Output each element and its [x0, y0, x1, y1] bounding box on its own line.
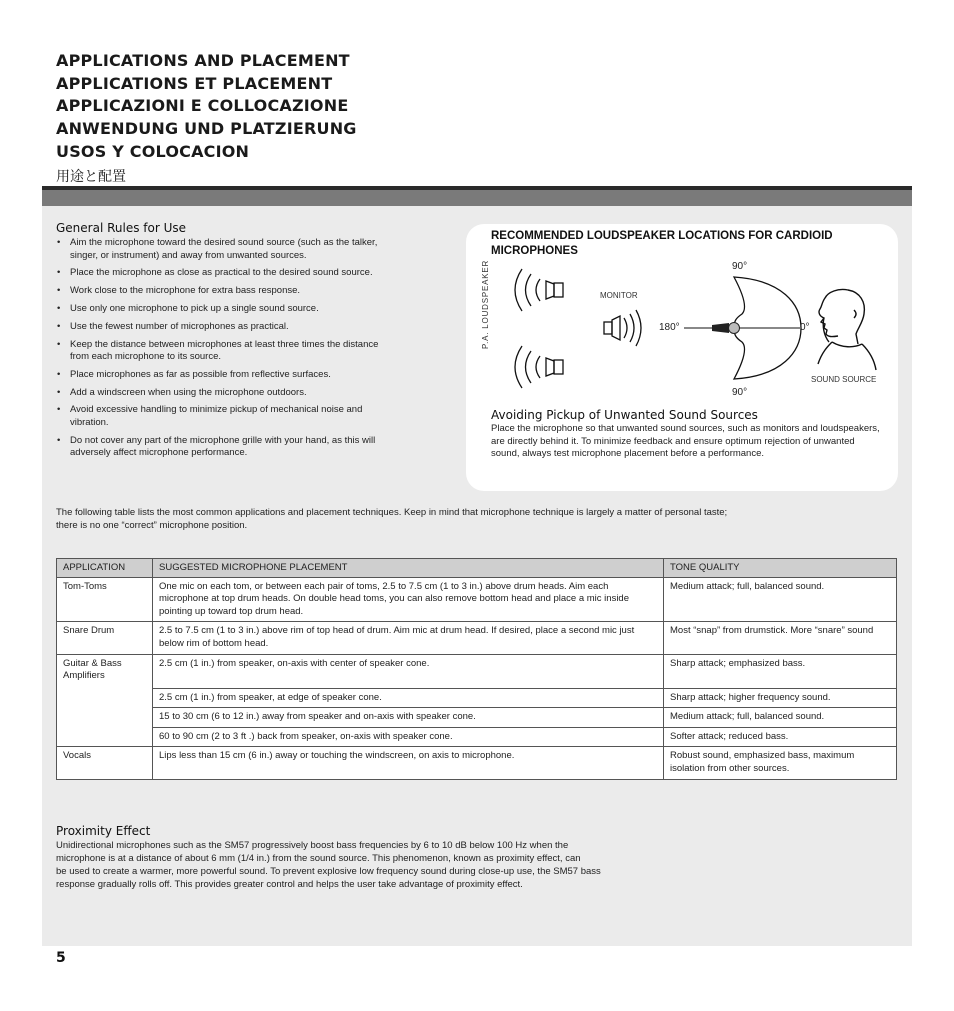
microphone-icon [712, 323, 740, 334]
pa-loudspeaker-label: P.A. LOUDSPEAKER [481, 259, 490, 349]
cell-placement: 2.5 to 7.5 cm (1 to 3 in.) above rim of top head of drum. Aim mic at drum head. If desired, place a second mic just below rim of bottom head. [153, 622, 664, 654]
cell-tone: Most “snap” from drumstick. More “snare” sound [664, 622, 897, 654]
loudspeaker-diagram-card [466, 224, 898, 491]
title-english: APPLICATIONS AND PLACEMENT [56, 51, 350, 70]
cell-placement: 60 to 90 cm (2 to 3 ft .) back from speaker, on-axis with speaker cone. [153, 727, 664, 747]
table-row [57, 654, 897, 688]
cell-placement: Lips less than 15 cm (6 in.) away or touching the windscreen, on axis to microphone. [153, 747, 664, 779]
cell-placement: 2.5 cm (1 in.) from speaker, on-axis with center of speaker cone. [153, 654, 664, 688]
general-rules-title: General Rules for Use [56, 221, 187, 235]
page-number: 5 [56, 950, 66, 966]
rule-item: • Use the fewest number of microphones as practical. [56, 321, 396, 334]
monitor-label: MONITOR [600, 291, 638, 300]
rule-item: • Use only one microphone to pick up a single sound source. [56, 303, 396, 316]
table-intro [56, 506, 846, 532]
applications-table [56, 558, 897, 780]
pa-speaker-icon [515, 346, 563, 388]
proximity-line: response gradually rolls off. This provides greater control and helps the user take advantage of proximity effect. [56, 879, 523, 890]
cell-tone: Robust sound, emphasized bass, maximum isolation from other sources. [664, 747, 897, 779]
cell-tone: Sharp attack; higher frequency sound. [664, 688, 897, 708]
title-french: APPLICATIONS ET PLACEMENT [56, 73, 333, 93]
rule-item: • Work close to the microphone for extra bass response. [56, 285, 396, 298]
cell-placement: 2.5 cm (1 in.) from speaker, at edge of speaker cone. [153, 688, 664, 708]
table-row [57, 747, 897, 779]
table-row [57, 708, 897, 728]
proximity-effect-text [56, 839, 686, 891]
column-header-application: APPLICATION [57, 559, 153, 578]
table-header-row [57, 559, 897, 578]
rule-item: • Keep the distance between microphones at least three times the distance from each microphone to its source. [56, 339, 396, 364]
page-titles [56, 50, 357, 186]
rule-item: • Avoid excessive handling to minimize pickup of mechanical noise and vibration. [56, 404, 396, 429]
angle-0: 0° [800, 322, 810, 333]
proximity-line: Unidirectional microphones such as the SM57 progressively boost bass frequencies by 6 to 10 dB below 100 Hz when the [56, 840, 569, 851]
title-japanese: 用途と配置 [56, 168, 126, 185]
column-header-placement: SUGGESTED MICROPHONE PLACEMENT [153, 559, 664, 578]
proximity-line: be used to create a warmer, more powerful sound. To prevent explosive low frequency sound during close-up use, the SM57 bass [56, 866, 601, 877]
rule-item: • Add a windscreen when using the microphone outdoors. [56, 387, 396, 400]
rule-item: • Place microphones as far as possible from reflective surfaces. [56, 369, 396, 382]
rule-item: • Aim the microphone toward the desired sound source (such as the talker, singer, or instrument) and away from unwanted sources. [56, 237, 396, 262]
cell-tone: Medium attack; full, balanced sound. [664, 708, 897, 728]
sound-source-person-icon [818, 289, 876, 370]
cell-application: Snare Drum [57, 622, 153, 654]
angle-90-top: 90° [732, 261, 748, 272]
cell-tone: Softer attack; reduced bass. [664, 727, 897, 747]
table-intro-line: The following table lists the most common applications and placement techniques. Keep in mind that microphone technique is largely a matter of personal taste; [56, 507, 728, 518]
table-intro-line: there is no one “correct” microphone position. [56, 520, 248, 531]
cell-application: Tom-Toms [57, 577, 153, 622]
angle-90-bottom: 90° [732, 387, 748, 398]
avoiding-text: Place the microphone so that unwanted sound sources, such as monitors and loudspeakers, are directly behind it. To minimize feedback and ensure optimum rejection of unwanted sound, always test microphone placement before a performance. [491, 423, 880, 460]
table-row [57, 688, 897, 708]
avoiding-title: Avoiding Pickup of Unwanted Sound Sources [491, 408, 758, 422]
column-header-tone: TONE QUALITY [664, 559, 897, 578]
monitor-icon [604, 310, 641, 346]
cell-tone: Sharp attack; emphasized bass. [664, 654, 897, 688]
proximity-line: microphone is at a distance of about 6 mm (1/4 in.) from the sound source. This phenomenon, known as proximity effect, can [56, 853, 581, 864]
cell-placement: 15 to 30 cm (6 to 12 in.) away from speaker and on-axis with speaker cone. [153, 708, 664, 728]
sound-source-label: SOUND SOURCE [811, 375, 877, 384]
cell-placement: One mic on each tom, or between each pair of toms, 2.5 to 7.5 cm (1 to 3 in.) above drum heads. Aim each microphone at top drum heads. On double head toms, you can also remove bottom head and place a mic inside pointing up toward top drum head. [153, 577, 664, 622]
cell-application: Guitar & Bass Amplifiers [57, 654, 153, 747]
proximity-effect-title: Proximity Effect [56, 824, 151, 838]
title-spanish: USOS Y COLOCACION [56, 141, 250, 161]
cell-tone: Medium attack; full, balanced sound. [664, 577, 897, 622]
rule-item: • Do not cover any part of the microphone grille with your hand, as this will adversely affect microphone performance. [56, 435, 396, 460]
diagram-title: RECOMMENDED LOUDSPEAKER LOCATIONS FOR CARDIOID MICROPHONES [491, 230, 833, 257]
rule-item: • Place the microphone as close as practical to the desired sound source. [56, 267, 396, 280]
title-italian: APPLICAZIONI E COLLOCAZIONE [56, 96, 349, 116]
general-rules-list [56, 237, 396, 465]
cell-application: Vocals [57, 747, 153, 779]
table-row [57, 727, 897, 747]
pa-speaker-icon [515, 269, 563, 311]
angle-180: 180° [659, 322, 680, 333]
title-german: ANWENDUNG UND PLATZIERUNG [56, 119, 357, 139]
table-row [57, 622, 897, 654]
table-row [57, 577, 897, 622]
header-rule-gray [42, 190, 912, 206]
